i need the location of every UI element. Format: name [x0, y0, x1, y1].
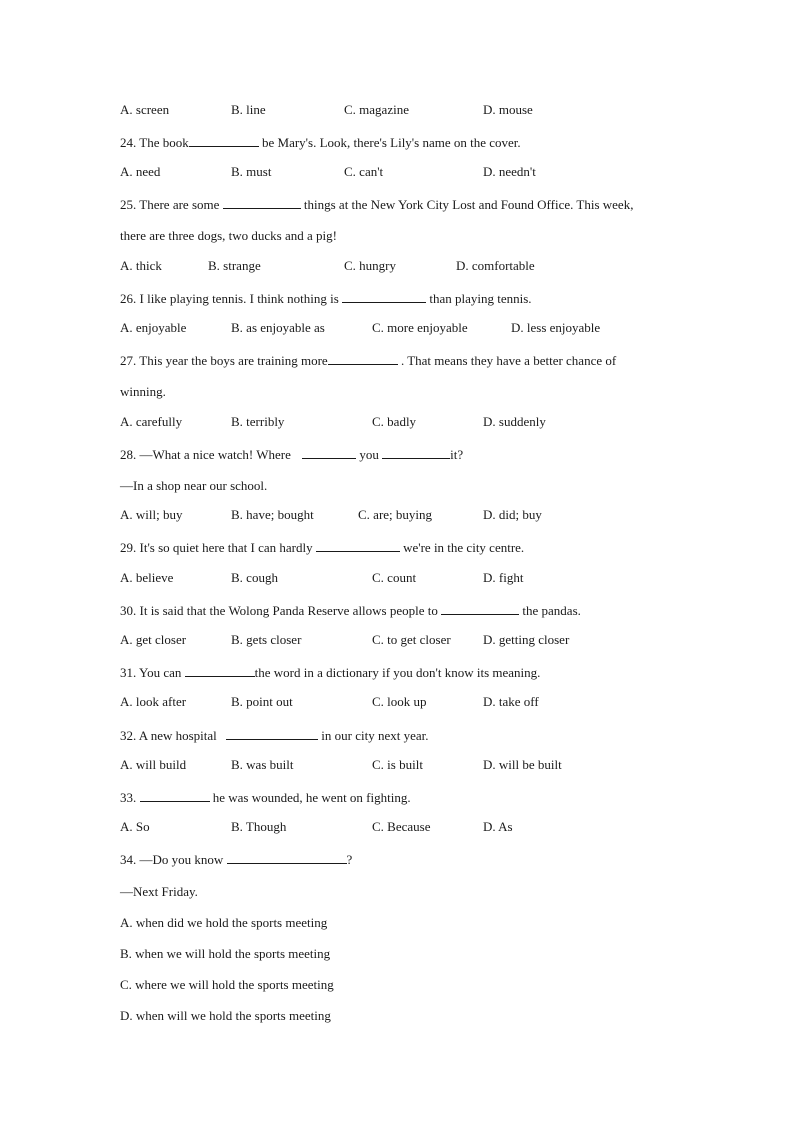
q31-blank[interactable] [185, 663, 255, 677]
q28-text-pre: 28. —What a nice watch! Where [120, 447, 295, 462]
q25-option-c[interactable]: C. hungry [344, 258, 396, 273]
q34-stem-line2: —Next Friday. [120, 884, 198, 899]
q28-blank-1[interactable] [302, 445, 356, 459]
q32-text-post: in our city next year. [318, 728, 429, 743]
q27-text-pre: 27. This year the boys are training more [120, 353, 328, 368]
q29-option-c[interactable]: C. count [372, 570, 417, 585]
q29-option-b[interactable]: B. cough [231, 570, 278, 585]
q26-option-a[interactable]: A. enjoyable [120, 320, 187, 335]
q24-option-b[interactable]: B. must [231, 164, 272, 179]
q24-blank[interactable] [189, 133, 259, 147]
q25-option-d[interactable]: D. comfortable [456, 258, 535, 273]
q29-text-pre: 29. It's so quiet here that I can hardly [120, 540, 316, 555]
q25-text-pre: 25. There are some [120, 197, 223, 212]
q32-blank[interactable] [226, 726, 318, 740]
q33-text-post: he was wounded, he went on fighting. [209, 790, 411, 805]
q33-option-c[interactable]: C. Because [372, 819, 431, 834]
q31-option-b[interactable]: B. point out [231, 694, 293, 709]
q27-option-a[interactable]: A. carefully [120, 414, 183, 429]
q28-blank-2[interactable] [382, 445, 450, 459]
q24-option-a[interactable]: A. need [120, 164, 161, 179]
q26-blank[interactable] [342, 289, 426, 303]
q28-option-b[interactable]: B. have; bought [231, 507, 314, 522]
q26-text-post: than playing tennis. [426, 291, 532, 306]
q29-blank[interactable] [316, 538, 400, 552]
q30-stem [120, 601, 581, 621]
q30-option-a[interactable]: A. get closer [120, 632, 187, 647]
q27-option-c[interactable]: C. badly [372, 414, 417, 429]
q34-blank[interactable] [227, 850, 347, 864]
q23-option-b[interactable]: B. line [231, 102, 266, 117]
q29-stem [120, 538, 524, 558]
q31-text-post: the word in a dictionary if you don't know its meaning. [254, 665, 541, 680]
q30-option-b[interactable]: B. gets closer [231, 632, 302, 647]
q33-text-pre: 33. [120, 790, 140, 805]
q32-option-a[interactable]: A. will build [120, 757, 187, 772]
q31-option-a[interactable]: A. look after [120, 694, 187, 709]
q26-option-c[interactable]: C. more enjoyable [372, 320, 468, 335]
q26-stem [120, 289, 532, 309]
q24-text-pre: 24. The book [120, 135, 189, 150]
q28-text-mid: you [356, 447, 383, 462]
q28-stem [120, 445, 463, 465]
q28-stem-line2: —In a shop near our school. [120, 478, 268, 493]
q30-text-pre: 30. It is said that the Wolong Panda Reserve allows people to [120, 603, 442, 618]
q33-option-d[interactable]: D. As [483, 819, 513, 834]
q27-stem [120, 351, 616, 371]
q23-option-c[interactable]: C. magazine [344, 102, 409, 117]
q28-text-post: it? [450, 447, 464, 462]
q25-blank[interactable] [223, 195, 301, 209]
q26-option-b[interactable]: B. as enjoyable as [231, 320, 325, 335]
q26-text-pre: 26. I like playing tennis. I think nothing is [120, 291, 343, 306]
q26-option-d[interactable]: D. less enjoyable [511, 320, 601, 335]
q34-option-a[interactable]: A. when did we hold the sports meeting [120, 915, 328, 930]
q31-option-c[interactable]: C. look up [372, 694, 427, 709]
q33-stem [120, 788, 411, 808]
q34-stem [120, 850, 352, 870]
q24-option-c[interactable]: C. can't [344, 164, 384, 179]
q32-option-d[interactable]: D. will be built [483, 757, 562, 772]
q25-stem-line2: there are three dogs, two ducks and a pig! [120, 228, 337, 243]
q31-stem [120, 663, 540, 683]
q29-text-post: we're in the city centre. [399, 540, 525, 555]
q29-option-a[interactable]: A. believe [120, 570, 174, 585]
q23-option-d[interactable]: D. mouse [483, 102, 533, 117]
q23-option-a[interactable]: A. screen [120, 102, 170, 117]
q33-option-b[interactable]: B. Though [231, 819, 287, 834]
q33-blank[interactable] [140, 788, 210, 802]
q24-text-post: be Mary's. Look, there's Lily's name on the cover. [258, 135, 521, 150]
q30-option-c[interactable]: C. to get closer [372, 632, 451, 647]
q25-option-a[interactable]: A. thick [120, 258, 162, 273]
q27-blank[interactable] [328, 351, 398, 365]
q32-option-b[interactable]: B. was built [231, 757, 294, 772]
q27-option-d[interactable]: D. suddenly [483, 414, 546, 429]
q32-option-c[interactable]: C. is built [372, 757, 423, 772]
q34-option-c[interactable]: C. where we will hold the sports meeting [120, 977, 334, 992]
q29-option-d[interactable]: D. fight [483, 570, 524, 585]
q27-stem-line2: winning. [120, 384, 166, 399]
q34-text-post: ? [346, 852, 353, 867]
q24-stem [120, 133, 521, 153]
q25-stem [120, 195, 633, 215]
q30-text-post: the pandas. [519, 603, 581, 618]
q28-option-a[interactable]: A. will; buy [120, 507, 183, 522]
q30-option-d[interactable]: D. getting closer [483, 632, 570, 647]
q32-text-pre: 32. A new hospital [120, 728, 221, 743]
q30-blank[interactable] [441, 601, 519, 615]
q34-text-pre: 34. —Do you know [120, 852, 227, 867]
q24-option-d[interactable]: D. needn't [483, 164, 536, 179]
q27-option-b[interactable]: B. terribly [231, 414, 285, 429]
q32-stem [120, 726, 429, 746]
q34-option-b[interactable]: B. when we will hold the sports meeting [120, 946, 331, 961]
q34-option-d[interactable]: D. when will we hold the sports meeting [120, 1008, 331, 1023]
q25-text-post: things at the New York City Lost and Found Office. This week, [300, 197, 634, 212]
q25-option-b[interactable]: B. strange [208, 258, 261, 273]
q27-text-post: . That means they have a better chance of [397, 353, 617, 368]
q33-option-a[interactable]: A. So [120, 819, 150, 834]
q28-option-d[interactable]: D. did; buy [483, 507, 542, 522]
q31-text-pre: 31. You can [120, 665, 185, 680]
q28-option-c[interactable]: C. are; buying [358, 507, 433, 522]
q31-option-d[interactable]: D. take off [483, 694, 539, 709]
